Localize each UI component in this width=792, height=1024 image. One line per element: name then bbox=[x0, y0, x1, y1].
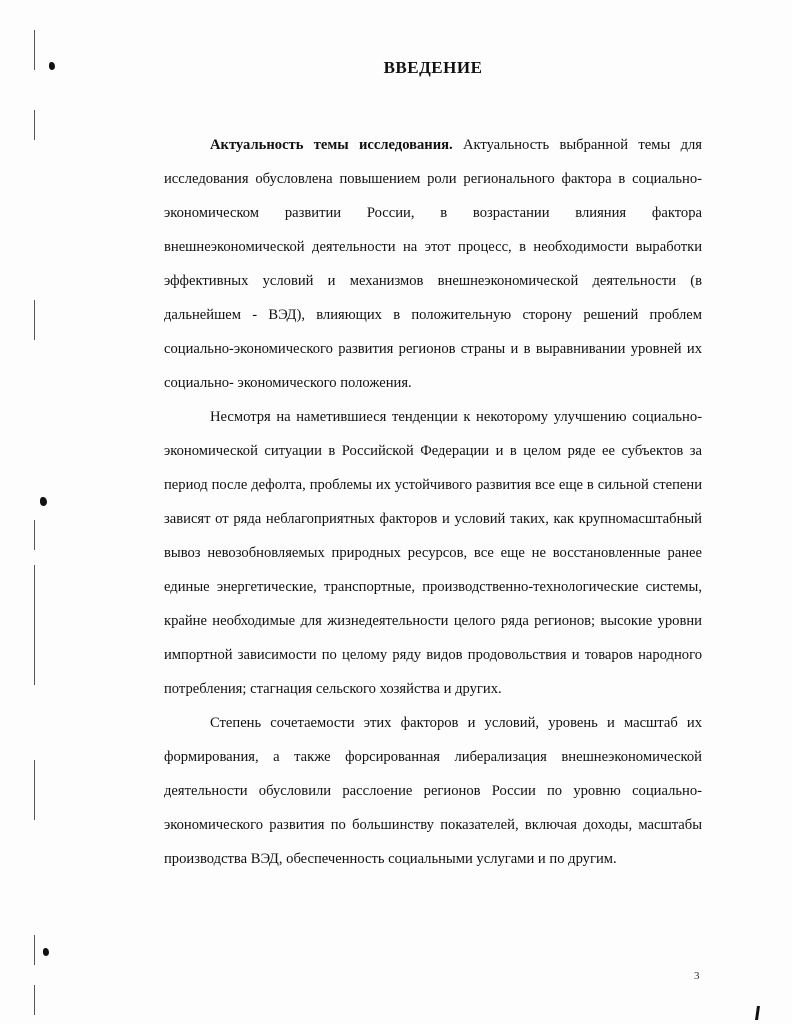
scan-margin-line bbox=[34, 985, 35, 1015]
scan-margin-line bbox=[34, 935, 35, 965]
paragraph-text: Несмотря на наметившиеся тенденции к некоторому улучшению социально-экономической ситуации в Российской Федерации и в целом ряде ее субъектов за период после дефолта, проблемы их устойчивого развития все еще в сильной степени зависят от ряда неблагоприятных факторов и условий таких, как крупномасштабный вывоз невозобновляемых природных ресурсов, все еще не восстановленные ранее единые энергетические, транспортные, производственно-технологические системы, крайне необходимые для жизнедеятельности целого ряда регионов; высокие уровни импортной зависимости по целому ряду видов продовольствия и товаров народного потребления; стагнация сельского хозяйства и других. bbox=[164, 409, 702, 697]
page-title: ВВЕДЕНИЕ bbox=[383, 58, 483, 77]
scan-margin-line bbox=[34, 760, 35, 820]
paragraph-text: Актуальность выбранной темы для исследования обусловлена повышением роли регионального фактора в социально-экономическом развитии России, в возрастании влияния фактора внешнеэкономической деятельности на этот процесс, в необходимости выработки эффективных условий и механизмов внешнеэкономической деятельности (в дальнейшем - ВЭД), влияющих в положительную сторону решений проблем социально-экономического развития регионов страны и в выравнивании уровней их социально- экономического положения. bbox=[164, 137, 702, 391]
paragraph-lead: Актуальность темы исследования. bbox=[210, 137, 453, 153]
scan-margin-line bbox=[34, 110, 35, 140]
paragraph-text: Степень сочетаемости этих факторов и условий, уровень и масштаб их формирования, а также форсированная либерализация внешнеэкономической деятельности обусловили расслоение регионов России по уровню социально-экономического развития по большинству показателей, включая доходы, масштабы производства ВЭД, обеспеченность социальными услугами и по другим. bbox=[164, 715, 702, 867]
paragraph-3 bbox=[164, 706, 702, 876]
scan-margin-line bbox=[34, 520, 35, 550]
paragraph-1 bbox=[164, 128, 702, 400]
document-body bbox=[164, 128, 702, 876]
scan-speck bbox=[43, 948, 49, 956]
scan-corner-mark bbox=[755, 1006, 760, 1020]
scan-speck bbox=[40, 497, 47, 506]
page-number: 3 bbox=[694, 970, 700, 982]
paragraph-2 bbox=[164, 400, 702, 706]
scan-margin-line bbox=[34, 565, 35, 685]
scan-margin-line bbox=[34, 300, 35, 340]
